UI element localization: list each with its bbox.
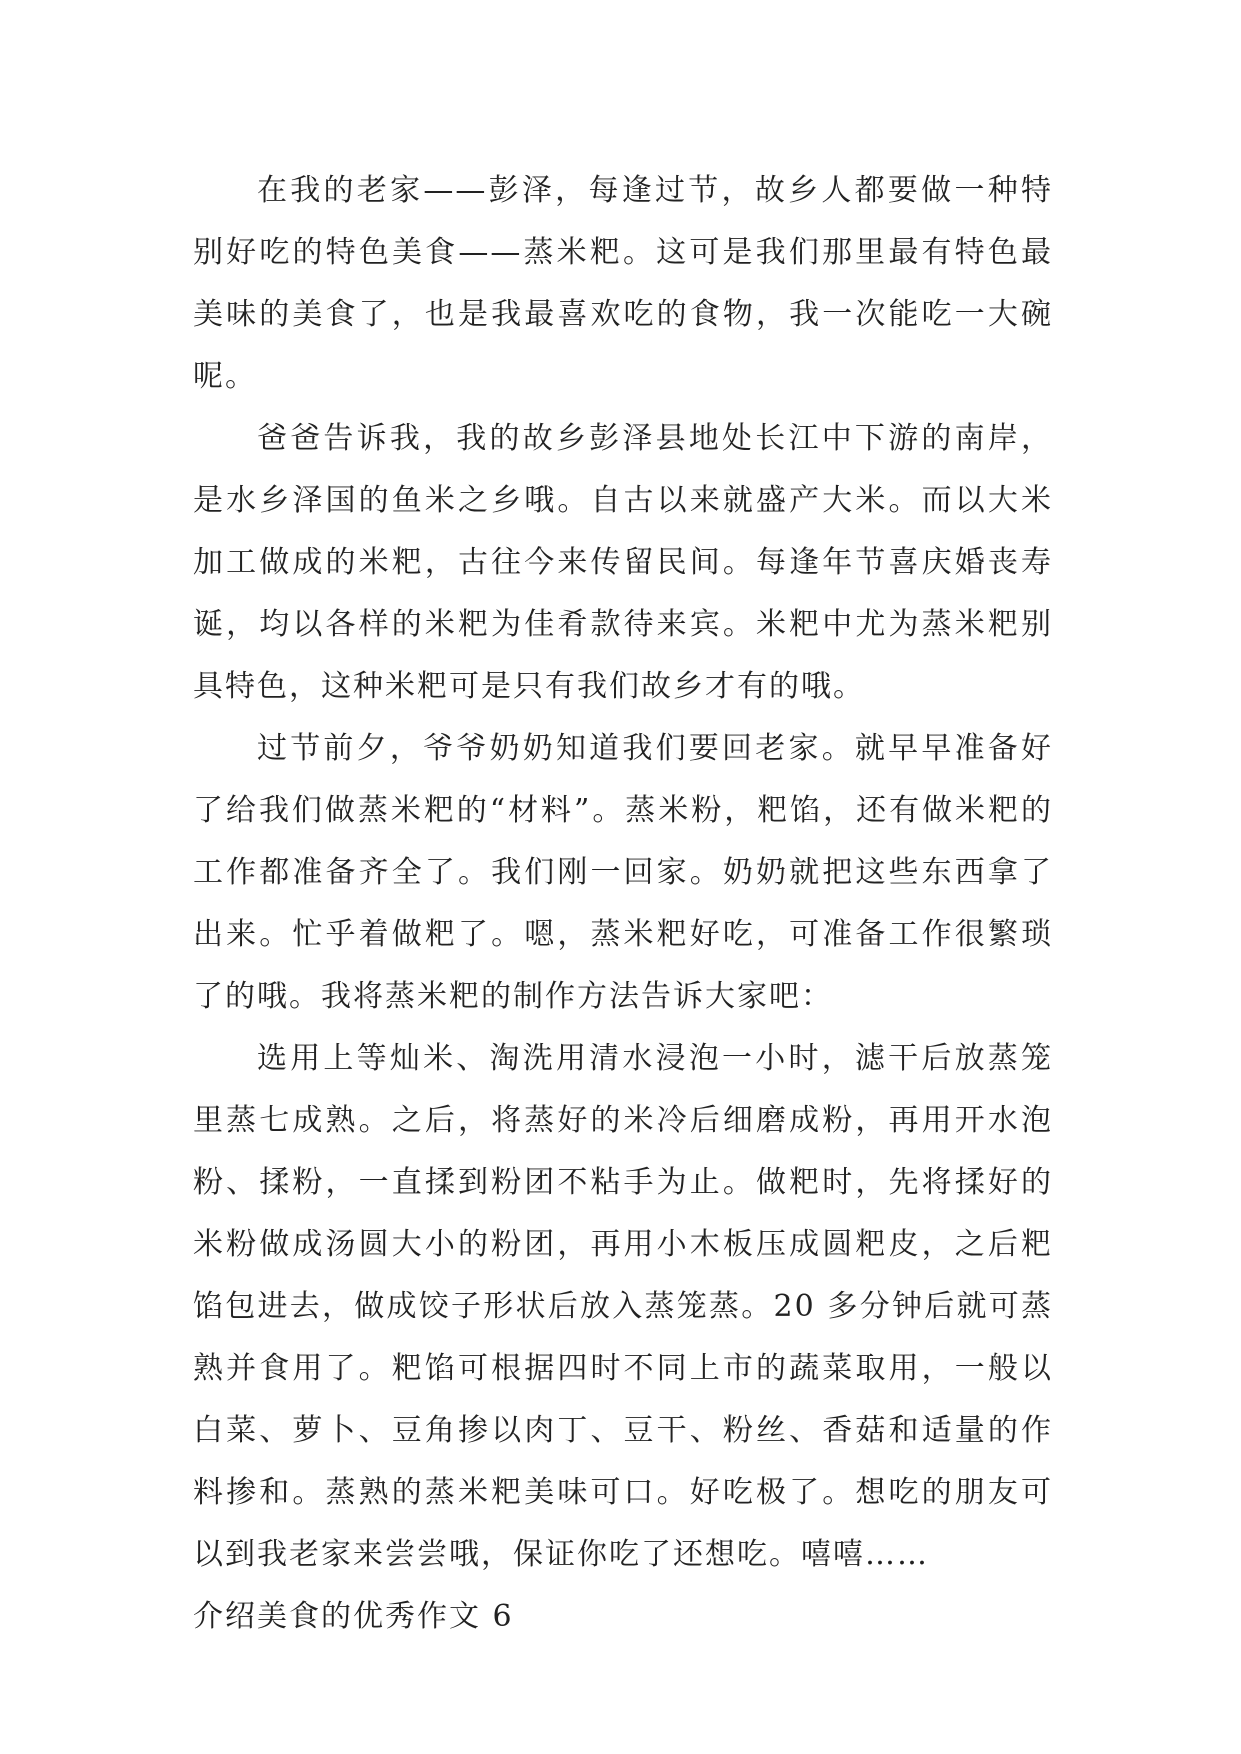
paragraph-3: 过节前夕，爷爷奶奶知道我们要回老家。就早早准备好了给我们做蒸米粑的“材料”。蒸米粉，粑馅，还有做米粑的工作都准备齐全了。我们刚一回家。奶奶就把这些东西拿了出来。忙乎着做粑了。嗯，蒸米粑好吃，可准备工作很繁琐了的哦。我将蒸米粑的制作方法告诉大家吧： bbox=[193, 731, 1053, 1014]
section-heading: 介绍美食的优秀作文 6 bbox=[193, 1599, 514, 1634]
paragraph-1: 在我的老家——彭泽，每逢过节，故乡人都要做一种特别好吃的特色美食——蒸米粑。这可是我们那里最有特色最美味的美食了，也是我最喜欢吃的食物，我一次能吃一大碗呢。 bbox=[193, 173, 1053, 394]
document-body bbox=[193, 160, 1053, 1648]
paragraph-4: 选用上等灿米、淘洗用清水浸泡一小时，滤干后放蒸笼里蒸七成熟。之后，将蒸好的米冷后细磨成粉，再用开水泡粉、揉粉，一直揉到粉团不粘手为止。做粑时，先将揉好的米粉做成汤圆大小的粉团，再用小木板压成圆粑皮，之后粑馅包进去，做成饺子形状后放入蒸笼蒸。20 多分钟后就可蒸熟并食用了。粑馅可根据四时不同上市的蔬菜取用，一般以白菜、萝卜、豆角掺以肉丁、豆干、粉丝、香菇和适量的作料掺和。蒸熟的蒸米粑美味可口。好吃极了。想吃的朋友可以到我老家来尝尝哦，保证你吃了还想吃。嘻嘻…… bbox=[193, 1041, 1053, 1572]
paragraph-2: 爸爸告诉我，我的故乡彭泽县地处长江中下游的南岸，是水乡泽国的鱼米之乡哦。自古以来就盛产大米。而以大米加工做成的米粑，古往今来传留民间。每逢年节喜庆婚丧寿诞，均以各样的米粑为佳肴款待来宾。米粑中尤为蒸米粑别具特色，这种米粑可是只有我们故乡才有的哦。 bbox=[193, 421, 1053, 704]
